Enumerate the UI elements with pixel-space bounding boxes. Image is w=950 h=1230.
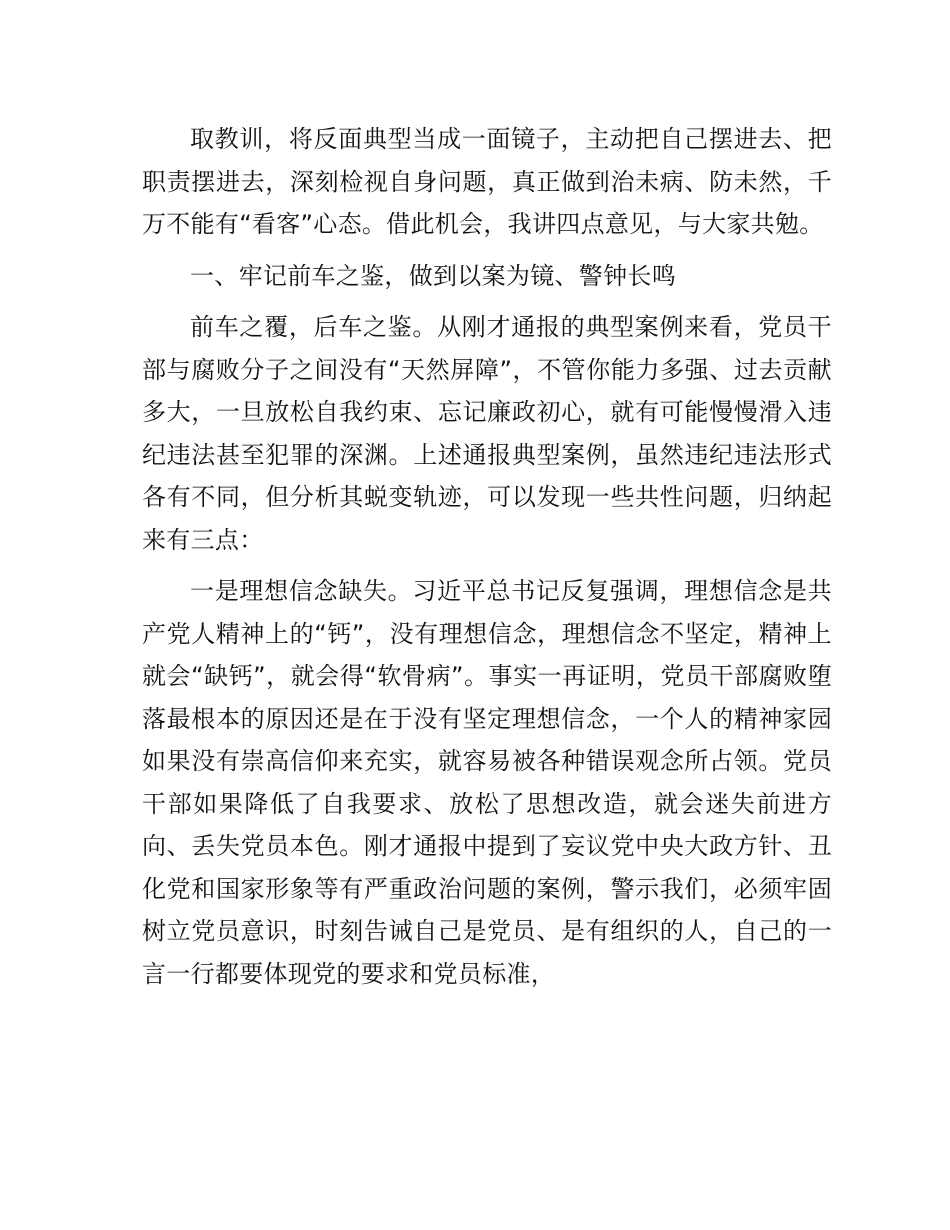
paragraph-point-1: 一是理想信念缺失。习近平总书记反复强调，理想信念是共产党人精神上的“钙”，没有理想信念，理想信念不坚定，精神上就会“缺钙”，就会得“软骨病”。事实一再证明，党员干部腐败堕落最根本的原因还是在于没有坚定理想信念，一个人的精神家园如果没有崇高信仰来充实，就容易被各种错误观念所占领。党员干部如果降低了自我要求、放松了思想改造，就会迷失前进方向、丢失党员本色。刚才通报中提到了妄议党中央大政方针、丑化党和国家形象等有严重政治问题的案例，警示我们，必须牢固树立党员意识，时刻告诫自己是党员、是有组织的人，自己的一言一行都要体现党的要求和党员标准， <box>142 577 832 988</box>
paragraph-intro: 取教训，将反面典型当成一面镜子，主动把自己摆进去、把职责摆进去，深刻检视自身问题，真正做到治未病、防未然，千万不能有“看客”心态。借此机会，我讲四点意见，与大家共勉。 <box>142 125 832 238</box>
document-body <box>142 118 832 1004</box>
section-heading-1: 一、牢记前车之鉴，做到以案为镜、警钟长鸣 <box>190 261 676 290</box>
paragraph-cases: 前车之覆，后车之鉴。从刚才通报的典型案例来看，党员干部与腐败分子之间没有“天然屏障”，不管你能力多强、过去贡献多大，一旦放松自我约束、忘记廉政初心，就有可能慢慢滑入违纪违法甚至犯罪的深渊。上述通报典型案例，虽然违纪违法形式各有不同，但分析其蜕变轨迹，可以发现一些共性问题，归纳起来有三点： <box>142 313 832 554</box>
